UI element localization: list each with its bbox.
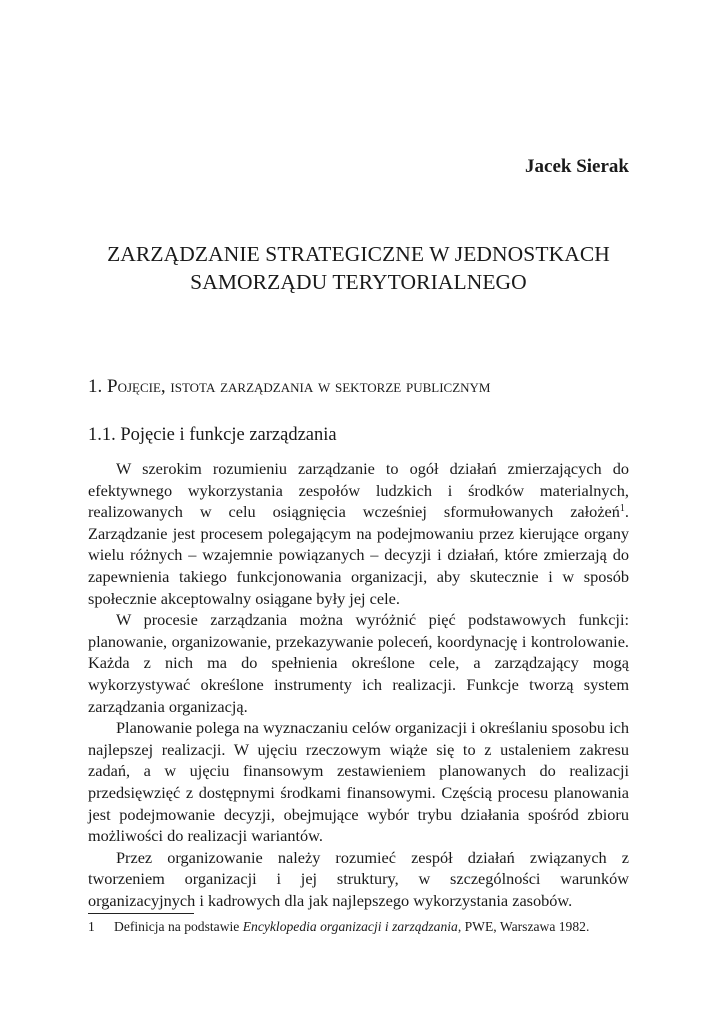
body-text [88, 458, 629, 911]
section-title: Pojęcie, istota zarządzania w sektorze publicznym [107, 376, 491, 397]
footnote [88, 918, 633, 936]
paragraph-1-end: . Zarządzanie jest procesem polegającym na podejmowaniu przez kierujące organy wielu różnych – wzajemnie powiązanych – decyzji i działań, które zmierzają do zapewnienia takiego funkcjonowania organizacji, aby skutecznie i w sposób społecznie akceptowalny osiągane były jej cele. [88, 502, 629, 608]
paragraph-1 [88, 458, 629, 609]
chapter-title [60, 240, 657, 296]
footnote-number: 1 [88, 919, 95, 934]
paragraph-4: Przez organizowanie należy rozumieć zespół działań związanych z tworzeniem organizacji i jej struktury, w szczególności warunków organizacyjnych i kadrowych dla jak najlepszego wykorzystania zasobów. [88, 847, 629, 910]
subsection-number: 1.1. [88, 425, 116, 445]
footnote-text-start: Definicja na podstawie [114, 919, 243, 934]
paragraph-3: Planowanie polega na wyznaczaniu celów organizacji i określaniu sposobu ich najlepszej realizacji. W ujęciu rzeczowym wiąże się to z ustaleniem zakresu zadań, a w ujęciu finansowym zestawieniem planowanych do realizacji przedsięwzięć z dostępnymi środkami finansowymi. Częścią procesu planowania jest podejmowanie decyzji, obejmujące wybór trybu działania spośród zbioru możliwości do realizacji wariantów. [88, 718, 629, 846]
footnote-divider [88, 913, 194, 914]
chapter-title-line-1: ZARZĄDZANIE STRATEGICZNE W JEDNOSTKACH [107, 242, 610, 266]
paragraph-2: W procesie zarządzania można wyróżnić pięć podstawowych funkcji: planowanie, organizowanie, przekazywanie poleceń, koordynację i kontrolowanie. Każda z nich ma do spełnienia określone cele, a zarządzający mogą wykorzystywać określone instrumenty ich realizacji. Funkcje tworzą system zarządzania organizacją. [88, 610, 629, 716]
footnote-reference[interactable]: 1 [619, 503, 625, 515]
footnote-cited-work: Encyklopedia organizacji i zarządzania [242, 919, 458, 934]
author-name: Jacek Sierak [525, 156, 629, 177]
subsection-title: Pojęcie i funkcje zarządzania [120, 425, 337, 445]
section-heading-1 [88, 376, 490, 398]
subsection-heading-1-1 [88, 425, 337, 446]
section-number: 1. [88, 376, 103, 397]
paragraph-1-start: W szerokim rozumieniu zarządzanie to ogół działań zmierzających do efektywnego wykorzystania zespołów ludzkich i środków materialnych, realizowanych w celu osiągnięcia wcześniej sformułowanych założeń [88, 459, 629, 522]
chapter-title-line-2: SAMORZĄDU TERYTORIALNEGO [190, 270, 527, 294]
footnote-text-end: , PWE, Warszawa 1982. [457, 919, 590, 934]
